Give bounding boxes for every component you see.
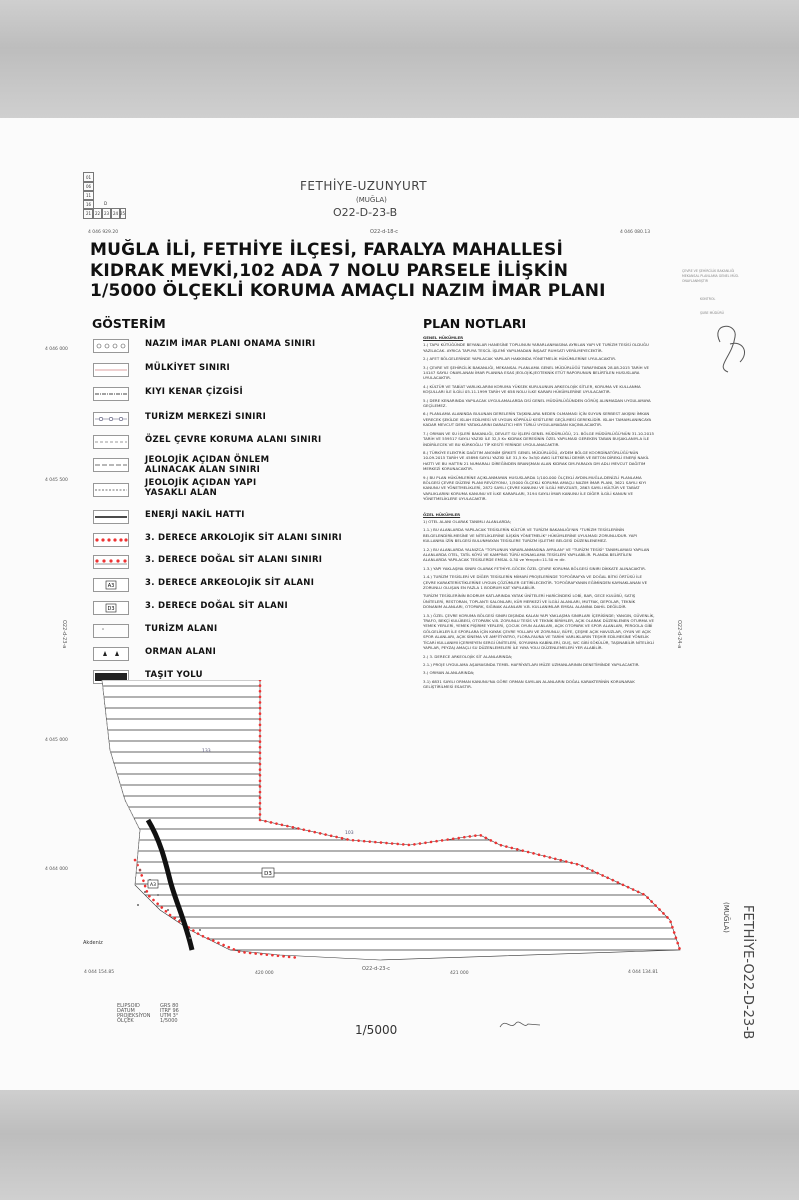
note-item: 2.) AFET BÖLGELERİNDE YAPILACAK YAPILAR HAKKINDA YÖNETMELİK HÜKÜMLERİNE UYULACAKTIR. <box>423 356 616 362</box>
note-item: 8.) TÜRKİYE ELEKTRİK DAĞITIM ANONİM ŞİRKETİ GENEL MÜDÜRLÜĞÜ, AYDEM BÖLGE KOORDİNATÖRLÜĞÜ'NÜN 10.09.2015 TARİH VE 45898 SAYILI YAZISI İLE 31,5 Kv 3x3/0 AWG İLETKENLİ DEMİR VE BETON DİREKLİ ENERJİ NAKİL HATTI VE BU HATTIN 21 NUMARALI DİREĞİNDEN BRANŞMAN ALAN KIDRAK DM-FARALYA DM ADLI MEVCUT DAĞITIM MERKEZİ KORUNACAKTIR. <box>423 449 649 472</box>
legend-item <box>93 478 393 505</box>
legend-label: MÜLKİYET SINIRI <box>145 363 231 373</box>
legend-item <box>93 337 393 357</box>
a3-box-icon <box>93 578 129 592</box>
projection-info-label: ELIPSOID <box>117 1003 140 1009</box>
coord-bottom-x1: 420 000 <box>255 971 274 976</box>
projection-info-label: DATUM <box>117 1008 135 1014</box>
legend-label: JEOLOJİK AÇIDAN YAPI YASAKLI ALAN <box>145 478 257 498</box>
legend-item <box>93 456 393 480</box>
note-item: 1) OTEL ALANI OLARAK TANIMLI ALANLARDA; <box>423 518 512 524</box>
adjacent-sheet-top: O22-d-18-c <box>370 229 398 235</box>
legend-item <box>93 508 393 528</box>
svg-text:ÇEVRE VE ŞEHİRCİLİK BAKANLIĞI: ÇEVRE VE ŞEHİRCİLİK BAKANLIĞI <box>682 269 735 273</box>
projection-info-value: ITRF 96 <box>160 1008 179 1014</box>
property-line-icon <box>93 363 129 377</box>
legend-item <box>93 361 393 381</box>
coord-bottom-right: 4 044 134.81 <box>628 970 659 975</box>
map-label-parcel: 133 <box>202 749 211 754</box>
legend-item <box>93 433 393 453</box>
coord-top-right: 4 046 080.13 <box>620 230 651 235</box>
projection-info <box>117 1004 150 1024</box>
legend-item <box>93 553 393 573</box>
adjacent-sheet-right: O22-d-24-a <box>676 620 682 649</box>
legend-item <box>93 531 393 551</box>
legend-label: 3. DERECE ARKEOLOJİK SİT ALANI <box>145 578 315 588</box>
notes-title: PLAN NOTLARI <box>423 316 527 331</box>
grid-cell: 21 <box>83 208 94 219</box>
coord-bottom-left: 4 044 154.85 <box>84 970 115 975</box>
coord-left-4: 4 044 000 <box>45 867 68 872</box>
scan-bottom-band <box>0 1090 799 1200</box>
note-item: 1.) TAPU KÜTÜĞÜNDE BEYANLAR HANESİNE TOPLUNUN YARARLANMASINA AYRILAN YAPI VE TURİZM TESİSİ OLDUĞU YAZILACAK. AYRICA TAPUYA TESCİL İŞLEMİ YAPILMADAN İNŞAAT RUHSATI VERİLMEYECEKTİR. <box>423 342 649 353</box>
coord-bottom-x2: 421 000 <box>450 971 469 976</box>
geo-caution-line-icon <box>93 458 129 472</box>
sheet-name: FETHİYE-UZUNYURT <box>300 179 428 193</box>
projection-info-value: GRS 80 <box>160 1003 179 1009</box>
note-item: 1.1.) BU ALANLARDA YAPILACAK TESİSLERİN KÜLTÜR VE TURİZM BAKANLIĞI'NIN "TURİZM TESİSLERİNİN BELGELENDİRİLMESİNE VE NİTELİKLERİNE İLİŞKİN YÖNETMELİK" HÜKÜMLERİNE UYULMASI ZORUNLUDUR. YAPI KULLANMA İZİN BELGESİ BULUNMAYAN TESİSLERE TURİZM İŞLETME BELGESİ DÜZENLENEMEZ. <box>423 527 637 544</box>
grid-cell: 11 <box>83 190 94 201</box>
red-dotted-line-icon <box>93 533 129 547</box>
grid-cell: 24 <box>110 208 121 219</box>
legend-item <box>93 599 393 619</box>
svg-text:A3: A3 <box>107 583 115 590</box>
plan-title <box>90 240 650 302</box>
legend-title: GÖSTERİM <box>92 316 166 331</box>
legend-label: ÖZEL ÇEVRE KORUMA ALANI SINIRI <box>145 435 322 445</box>
sheet-province: (MUĞLA) <box>356 196 387 204</box>
note-item: 1.5.) ÖZEL ÇEVRE KORUMA BÖLGESİ SINIRI DIŞINDA KALAN YAPI YAKLAŞMA SINIRLARI İÇERİSİNDE; YANGIN, GÜVENLİK, TRAFO, BEKÇİ KULÜBESİ, OTOPARK V.B. ZORUNLU TESİS VE TEKNİK BİRİMLER, AÇIK OLARAK DÜZENLENEN OTURMA VE YEMEK YERLERİ, YEMEK PİŞİRME YERLERİ, ÇOCUK OYUN ALANLARI, AÇIK OTOPARK VE SPOR ALANLARI, PERGOLA GİBİ GÖLGELİKLER İLE SPORLARA İÇİN KAYAK ÇEVRE YOLLARI VE ZORUNLU, BÜFE, ÇEŞME AÇIK HAVUZLAR, OYUN VE AÇIK SPOR ALANLARI, AÇIK SİNEMA VE AMFİTİYATRO, FLORA-FAUNA VE TARİHİ VARLIKLARIN TEŞHİR EDİLMESİNE YÖNELİK TİCARİ KULLANIMI İÇERMEYEN SERGİ ÜNİTELERİ, SOYUNMA KABİNLERİ, DUŞ, WC GİBİ SÖKÜLÜR, TAŞINABİLİR NİTELİKLİ YAPILAR, PEYZAJ AMAÇLI SU DÜZENLEMELERİ İLE YAYA YOLU DÜZENLEMELERİ YER ALABİLİR. <box>423 612 655 651</box>
legend-label: JEOLOJİK AÇIDAN ÖNLEM ALINACAK ALAN SINIRI <box>145 455 270 475</box>
map-label-parcel: 103 <box>345 831 354 836</box>
special-env-line-icon <box>93 435 129 449</box>
legend-item <box>93 576 393 596</box>
legend-label: ENERJİ NAKİL HATTI <box>145 510 245 520</box>
adjacent-sheet-left: O22-d-23-a <box>61 620 67 649</box>
grid-cell: 22 <box>92 208 103 219</box>
legend-item <box>93 622 393 642</box>
adjacent-sheet-bottom: O22-d-23-c <box>362 966 390 972</box>
svg-text:KONTROL: KONTROL <box>700 297 716 301</box>
coast-line-icon <box>93 387 129 401</box>
note-item: TURİZM TESİSLERİNİN BODRUM KATLARINDA YATAK ÜNİTELERİ HARİCİNDEKİ LOBİ, BAR, GECE KULÜBÜ, SATIŞ ÜNİTELERİ, RESTORAN, TOPLANTI SALONLARI, KÜR MERKEZİ VE İLGİLİ ALANLARI, MUTFAK, DEPOLAR, TEKNİK DONANIM ALANLARI, OTOPARK, SIĞINAK ALANLARI V.B. KULLANIMLAR EMSAL ALANINA DAHİL DEĞİLDİR. <box>423 593 636 610</box>
grid-cell: 01 <box>83 172 94 183</box>
note-item: 1.2.) BU ALANLARDA YALNIZCA "TOPLUNUN YARARLANMASINA AYRILAN" VE "TURİZM TESİSİ" TANIMLAMASI YAPILAN ALANLARDA OTEL, TATİL KÖYÜ VE KAMPİNG TÜRÜ KONAKLAMA TESİSLERİ YAPILABİLİR. PLANDA BELİRTİLEN ALANLARDA YAPILACAK TESİSLERDE EMSAL 0.30 ve Yençok=11.50 m dir. <box>423 546 650 563</box>
projection-info-value: 1/5000 <box>160 1018 178 1024</box>
note-item: 9.) BU PLAN HÜKÜMLERİNE AÇIKLANMAYAN HUSUSLARDA 1/100.000 ÖLÇEKLİ AYDIN-MUĞLA-DENİZLİ PLANLAMA BÖLGESİ ÇEVRE DÜZENİ PLANI REVİZYONU, 1/5000 ÖLÇEKLİ KORUMA AMAÇLI NAZIM İMAR PLANI, 3621 SAYILI KIYI KANUNU VE YÖNETMELİKLERİ, 2872 SAYILI ÇEVRE KANUNU VE İLGİLİ MEVZUATI, 2863 SAYILI KÜLTÜR VE TABİAT VARLIKLARINI KORUMA KANUNU VE İLKE KARARLARI, 3194 SAYILI İMAR KANUNU İLE DİĞER İLGİLİ KANUN VE YÖNETMELİKLERE UYULACAKTIR. <box>423 474 646 502</box>
legend-label: ORMAN ALANI <box>145 647 217 657</box>
dotted-circles-boundary-icon <box>93 339 129 353</box>
legend-item <box>93 410 393 430</box>
projection-info-label: PROJEKSİYON <box>117 1013 151 1019</box>
coord-top-left: 4 046 929.20 <box>88 230 119 235</box>
approval-stamp <box>680 262 765 387</box>
plan-notes <box>423 332 655 693</box>
signature <box>498 1015 543 1033</box>
legend-item <box>93 645 393 665</box>
notes-general-heading: GENEL HÜKÜMLER <box>423 335 464 340</box>
tourism-parcel <box>102 680 680 960</box>
note-item: 6.) PLANLAMA ALANINDA BULUNAN DERELERİN TAŞKINLARA NEDEN OLMAMASI İÇİN SUYUN SERBEST AKIŞINI İMKAN VERECEK ŞEKİLDE ISLAH EDİLMESİ VE UYGUN KÖPRÜLÜ KESİTLERE GEÇİLMESİ GEREKLİDİR. ISLAH TAMAMLANINCAYA KADAR MEVCUT DERE YATAKLARINI DARALTICI HER TÜRLÜ UYGULAMADAN KAÇINILACAKTIR. <box>423 411 652 428</box>
note-item: 3.) ÇEVRE VE ŞEHİRCİLİK BAKANLIĞI, MEKANSAL PLANLAMA GENEL MÜDÜRLÜĞÜ TARAFINDAN 28.08.2015 TARİH VE 14147 SAYILI ONAYLANAN İMAR PLANINA ESAS JEOLOJİK-JEOTEKNİK ETÜT RAPORUNUN BELİRTİLEN HUSUSLARA UYULACAKTIR. <box>423 364 649 381</box>
legend-label: 3. DERECE ARKOLOJİK SİT ALANI SINIRI <box>145 533 343 543</box>
note-item: 2.) 3. DERECE ARKEOLOJİK SİT ALANLARINDA; <box>423 653 513 659</box>
note-item: 1.4.) TURİZM TESİSLERİ VE DİĞER TESİSLERİN MİMARİ PROJELERİNDE TOPOĞRAFYA VE DOĞAL BİTKİ ÖRTÜSÜ İLE ÇEVRE KARAKTERİSTİKLERİNE UYGUN ÇÖZÜMLER GETİRİLECEKTİR. TOPOĞRAFYANIN EĞİMİNDEN KAYNAKLANAN VE ZORUNLU OLUŞAN EN FAZLA 1 BODRUM KAT YAPILABİLİR. <box>423 574 648 591</box>
grid-cell: 16 <box>83 199 94 210</box>
grid-cell: 25 <box>119 208 126 219</box>
projection-values <box>160 1004 179 1024</box>
legend-label: 3. DERECE DOĞAL SİT ALANI <box>145 601 288 611</box>
note-item: 3.) ORMAN ALANLARINDA; <box>423 670 475 676</box>
title-line: MUĞLA İLİ, FETHİYE İLÇESİ, FARALYA MAHALLESİ <box>90 240 563 260</box>
geo-forbidden-line-icon <box>93 483 129 497</box>
grid-cell: 23 <box>101 208 112 219</box>
sheet-code: O22-D-23-B <box>333 206 398 219</box>
note-item: 5.) DERE KENARINDA YAPILACAK UYGULAMALARDA DSİ GENEL MÜDÜRLÜĞÜNDEN GÖRÜŞ ALINMADAN UYGULAMAYA GEÇİLEMEZ. <box>423 397 651 409</box>
note-item: 3.1) 6831 SAYILI ORMAN KANUNU'NA GÖRE ORMAN SAYILAN ALANLARIN DOĞAL KARAKTERİNİN KORUNARAK GELİŞTİRİLMESİ ESASTIR. <box>423 678 635 690</box>
legend-label: TAŞIT YOLU <box>145 670 203 680</box>
coord-left-2: 4 045 500 <box>45 478 68 483</box>
plan-map <box>80 680 690 970</box>
sheet-index-grid <box>83 172 126 220</box>
side-sheet-label: FETHİYE-O22-D-23-B <box>740 905 755 1040</box>
svg-text:MEKANSAL PLANLAMA GENEL MÜD.: MEKANSAL PLANLAMA GENEL MÜD. <box>682 274 739 278</box>
legend-label: 3. DERECE DOĞAL SİT ALANI SINIRI <box>145 555 323 565</box>
title-line: 1/5000 ÖLÇEKLİ KORUMA AMAÇLI NAZIM İMAR PLANI <box>90 281 606 301</box>
note-item: 1.3.) YAPI YAKLAŞMA SINIRI OLARAK FETHİYE-GÖCEK ÖZEL ÇEVRE KORUMA BÖLGESİ SINIRI DİKKATE ALINACAKTIR. <box>423 565 646 571</box>
power-line-icon <box>93 510 129 524</box>
svg-text:ONAYLANMIŞTIR: ONAYLANMIŞTIR <box>682 279 709 283</box>
legend-label: KIYI KENAR ÇİZGİSİ <box>145 387 244 397</box>
note-item: 2.1.) PROJE UYGULAMA AŞAMASINDA TEMEL HAFRİYATLARI MÜZE UZMANLARININ DENETİMİNDE YAPILACAKTIR. <box>423 661 640 667</box>
projection-info-value: UTM 3° <box>160 1013 179 1019</box>
svg-text:D3: D3 <box>107 606 115 613</box>
side-sheet-province: (MUĞLA) <box>722 902 730 933</box>
note-item: 7.) ORMAN VE SU İŞLERİ BAKANLIĞI, DEVLET SU İŞLERİ GENEL MÜDÜRLÜĞÜ, 21. BÖLGE MÜDÜRLÜĞÜ'NÜN 31.10.2015 TARİH VE 559517 SAYILI YAZISI İLE 32,5 Kv KIDRAK DERESİNİN ÖZEL YAPILMASI GEREKEN TABAN BUŞAKLANIYLA İLE İNDİRİLECEK VE BU KÜRKOĞLU TİP KESİTİ YERİNDE UYGULANACAKTIR. <box>423 430 655 447</box>
notes-special-heading: ÖZEL HÜKÜMLER <box>423 511 461 517</box>
grid-cell: 06 <box>83 181 94 192</box>
legend-label: NAZIM İMAR PLANI ONAMA SINIRI <box>145 339 316 349</box>
grid-cell: D <box>103 201 108 206</box>
tourism-center-line-icon <box>93 412 129 426</box>
title-line: KIDRAK MEVKİ,102 ADA 7 NOLU PARSELE İLİŞKİN <box>90 260 569 281</box>
forest-area-icon <box>93 647 129 661</box>
legend-item <box>93 385 393 405</box>
projection-info-label: ÖLÇEK <box>117 1018 134 1024</box>
plan-scale: 1/5000 <box>355 1023 398 1037</box>
coord-left-1: 4 046 000 <box>45 347 68 352</box>
note-item: 4.) KÜLTÜR VE TABİAT VARLIKLARINI KORUMA YÜKSEK KURULUNUN ARKEOLOJİK SİTLER, KORUMA VE KULLANMA KOŞULLARI İLE İLGİLİ 05.11.1999 TARİH VE 658 NOLU İLKE KARARI HÜKÜMLERİNE UYULACAKTIR. <box>423 383 641 395</box>
tourism-area-icon <box>93 624 129 638</box>
scan-top-band <box>0 0 799 120</box>
legend-label: TURİZM ALANI <box>145 624 218 634</box>
map-label-sea: Akdeniz <box>83 940 103 946</box>
map-label-a3: A3 <box>150 883 156 888</box>
coord-left-3: 4 045 000 <box>45 738 68 743</box>
svg-text:ŞUBE MÜDÜRÜ: ŞUBE MÜDÜRÜ <box>700 311 724 315</box>
map-label-d3: D3 <box>264 871 272 877</box>
red-dots-double-line-icon <box>93 555 129 569</box>
d3-box-icon <box>93 601 129 615</box>
legend-label: TURİZM MERKEZİ SINIRI <box>145 412 267 422</box>
